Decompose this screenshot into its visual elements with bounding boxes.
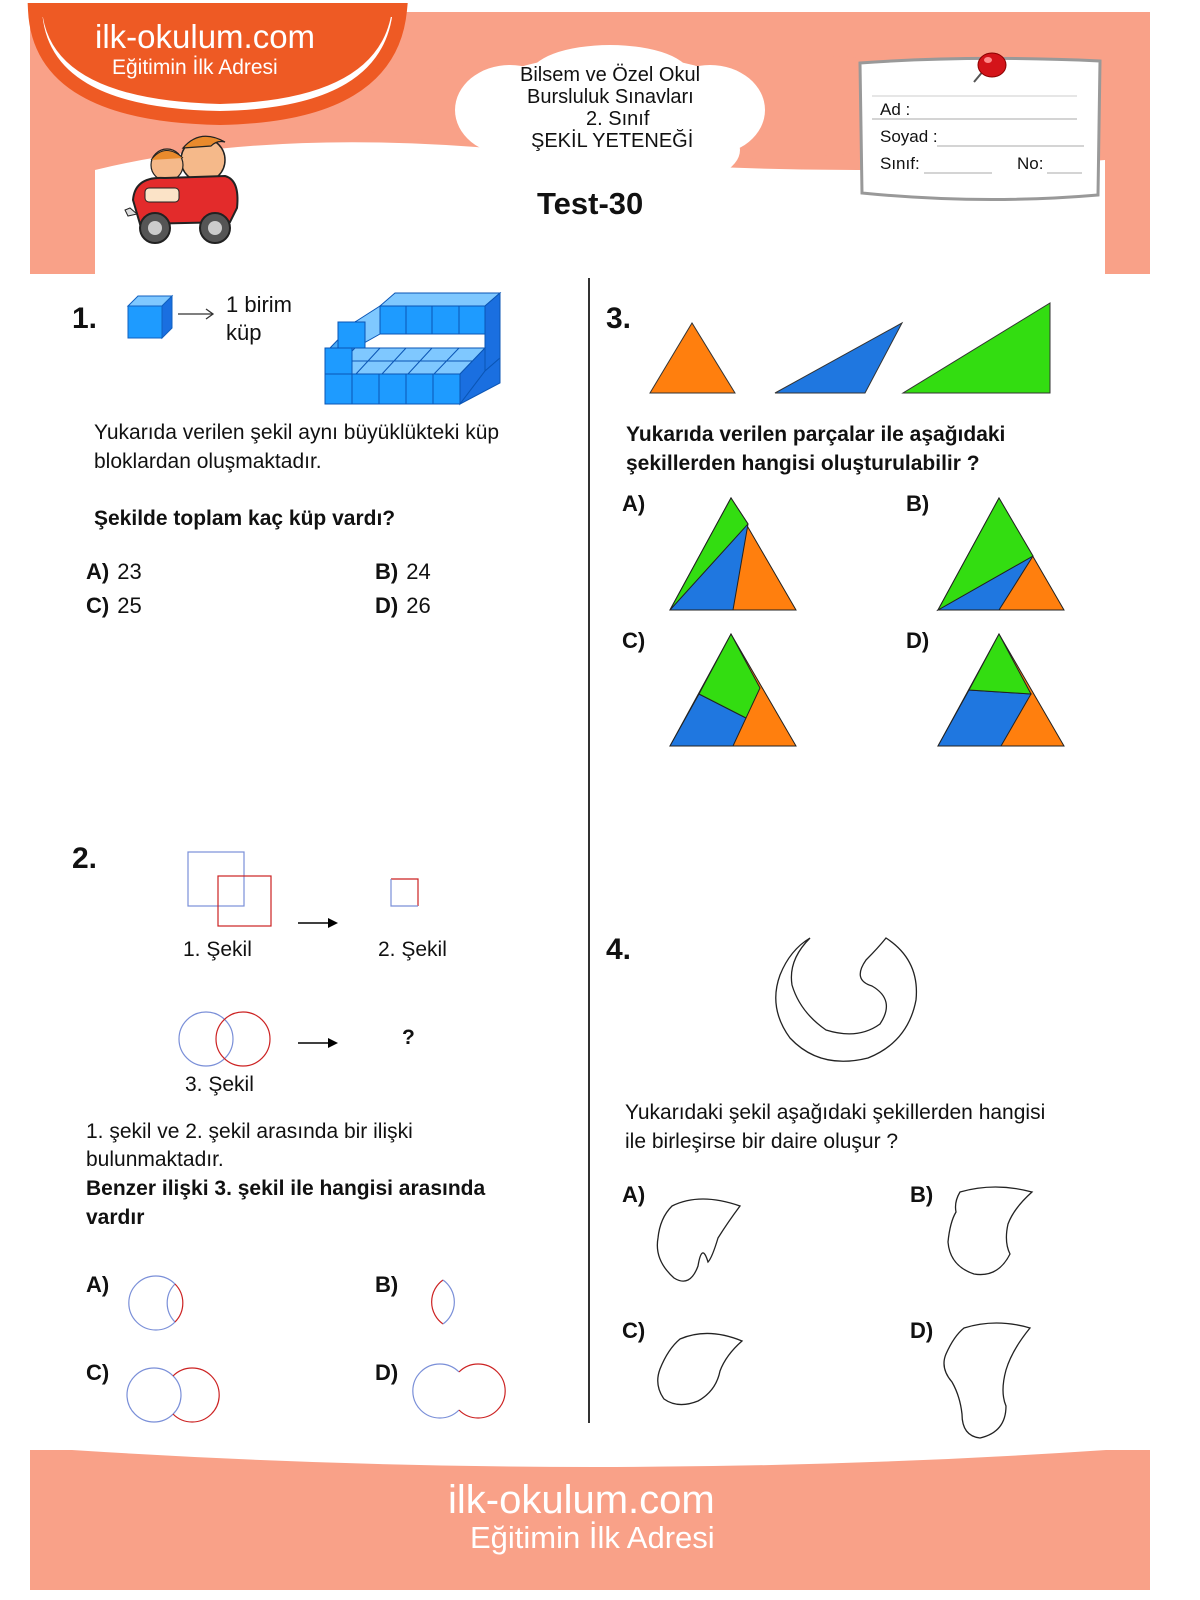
cloud-line-1: Bilsem ve Özel Okul: [520, 64, 701, 86]
q2-option-d[interactable]: D): [375, 1360, 399, 1385]
card-class-label: Sınıf:: [880, 154, 920, 173]
q2-option-a-figure[interactable]: [128, 1272, 190, 1332]
q3-number: 3.: [606, 302, 632, 335]
q1-text-line-2: bloklardan oluşmaktadır.: [94, 450, 322, 473]
q3-pieces: [640, 295, 1060, 400]
footer-white-curve: [0, 1440, 1200, 1480]
header-site-slogan: Eğitimin İlk Adresi: [112, 56, 278, 79]
pushpin-icon: [962, 48, 1012, 93]
thought-cloud: [230, 40, 790, 220]
q1-text-line-1: Yukarıda verilen şekil aynı büyüklükteki küp: [94, 421, 500, 444]
q4-number: 4.: [606, 933, 632, 966]
q4-option-b[interactable]: B): [910, 1182, 934, 1207]
q2-option-b[interactable]: B): [375, 1272, 399, 1297]
q3-option-a[interactable]: A): [622, 491, 646, 516]
q1-option-d[interactable]: D) 26: [375, 593, 431, 618]
q1-option-b[interactable]: B) 24: [375, 559, 431, 584]
q4-option-a-figure[interactable]: [650, 1190, 750, 1290]
q3-option-a-figure[interactable]: [668, 496, 798, 614]
q3-option-d[interactable]: D): [906, 628, 930, 653]
q4-main-shape: [770, 930, 930, 1070]
cartoon-car-illustration: [125, 130, 245, 250]
q2-arrow-1: [296, 916, 341, 930]
footer-site-slogan: Eğitimin İlk Adresi: [470, 1520, 715, 1555]
q1-unit-cube: [126, 294, 226, 344]
q4-option-b-figure[interactable]: [940, 1182, 1040, 1282]
q1-option-a[interactable]: A) 23: [86, 559, 142, 584]
card-no-label: No:: [1017, 154, 1044, 173]
q3-question-line-1: Yukarıda verilen parçalar ile aşağıdaki: [626, 423, 1006, 446]
q4-option-c[interactable]: C): [622, 1318, 646, 1343]
q3-question-line-2: şekillerden hangisi oluşturulabilir ?: [626, 452, 980, 475]
q4-option-c-figure[interactable]: [650, 1325, 750, 1415]
q2-shape1-overlapping-squares: [185, 850, 285, 930]
q4-option-a[interactable]: A): [622, 1182, 646, 1207]
q4-option-d-figure[interactable]: [940, 1320, 1040, 1445]
q4-text-line-1: Yukarıdaki şekil aşağıdaki şekillerden hangisi: [625, 1101, 1046, 1124]
q2-arrow-2: [296, 1036, 341, 1050]
cloud-line-4: ŞEKİL YETENEĞİ: [531, 130, 694, 152]
q3-option-c[interactable]: C): [622, 628, 646, 653]
card-name-label: Ad :: [880, 100, 911, 119]
q2-option-b-figure[interactable]: [428, 1276, 458, 1328]
q3-option-b[interactable]: B): [906, 491, 930, 516]
q1-unit-label-1: 1 birim: [226, 292, 293, 317]
q3-option-c-figure[interactable]: [668, 632, 798, 750]
cloud-line-2: Bursluluk Sınavları: [527, 86, 694, 108]
q1-option-c[interactable]: C) 25: [86, 593, 142, 618]
q2-shape3-overlapping-circles: [176, 1008, 276, 1070]
q1-unit-label-2: küp: [226, 320, 262, 345]
q2-option-c-figure[interactable]: [124, 1364, 224, 1426]
column-divider: [588, 278, 590, 1423]
q4-text-line-2: ile birleşirse bir daire oluşur ?: [625, 1130, 899, 1153]
q2-shape3-label: 3. Şekil: [185, 1073, 254, 1096]
q2-number: 2.: [72, 842, 98, 875]
q2-shape1-label: 1. Şekil: [183, 938, 252, 961]
q2-question-line-2: vardır: [86, 1206, 145, 1229]
q2-text-line-1: 1. şekil ve 2. şekil arasında bir ilişki: [86, 1120, 413, 1143]
q2-option-a[interactable]: A): [86, 1272, 110, 1297]
footer-site-name: ilk-okulum.com: [448, 1478, 715, 1522]
header-site-name: ilk-okulum.com: [95, 18, 316, 55]
cloud-line-3: 2. Sınıf: [586, 108, 650, 130]
q2-question-line-1: Benzer ilişki 3. şekil ile hangisi arasında: [86, 1177, 486, 1200]
q2-unknown-mark: ?: [402, 1026, 415, 1049]
q2-shape2-label: 2. Şekil: [378, 938, 447, 961]
q2-shape2-small-square: [388, 876, 422, 910]
q2-option-d-figure[interactable]: [410, 1360, 510, 1422]
q4-option-d[interactable]: D): [910, 1318, 934, 1343]
q1-number: 1.: [72, 302, 98, 335]
test-title: Test-30: [537, 186, 644, 221]
q3-option-b-figure[interactable]: [936, 496, 1066, 614]
q1-question: Şekilde toplam kaç küp vardı?: [94, 507, 396, 530]
q2-option-c[interactable]: C): [86, 1360, 110, 1385]
q2-text-line-2: bulunmaktadır.: [86, 1148, 224, 1171]
q1-cube-structure: [320, 288, 510, 413]
card-surname-label: Soyad :: [880, 127, 938, 146]
q3-option-d-figure[interactable]: [936, 632, 1066, 750]
